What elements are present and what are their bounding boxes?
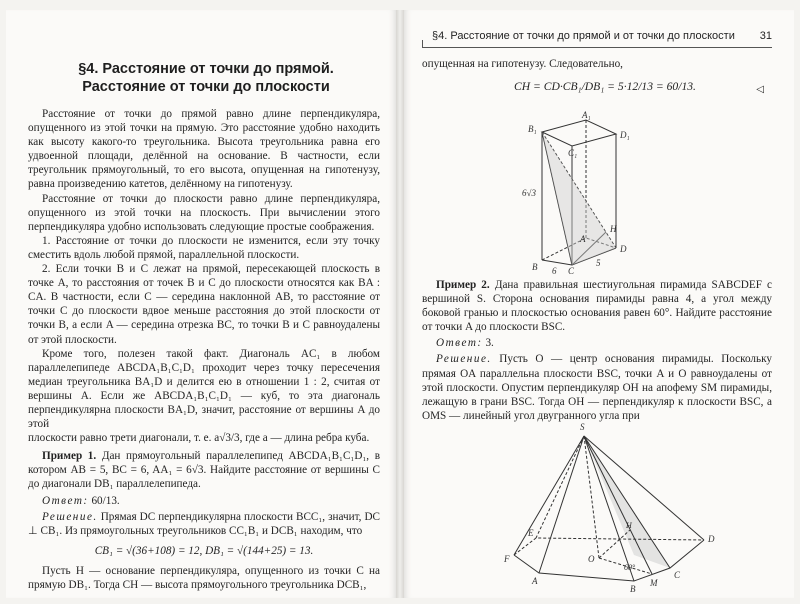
header-rule-tick [422,40,423,48]
label-h2: H [626,521,632,530]
edge-se [536,436,584,538]
right-page [404,10,794,598]
left-page [6,10,396,598]
edge-sc [584,436,670,568]
edge-sa [539,436,584,573]
left-body [28,107,380,592]
label-s: S [580,422,585,432]
section-title-line1: §4. Расстояние от точки до прямой. [78,61,334,77]
answer-1 [28,494,380,508]
running-header-title: §4. Расстояние от точки до прямой и от точки до плоскости [432,30,735,42]
label-o: O [588,554,595,564]
label-c2: C [674,570,681,580]
height-so [584,436,599,558]
label-5: 5 [596,258,601,268]
label-c1: C₁ [568,148,578,158]
answer-2-value: 3. [485,337,494,350]
segment-oh [599,530,630,558]
example-2 [422,278,772,334]
equation-cb1-db1: CB₁ = √(36+108) = 12, DB₁ = √(144+25) = 13. [94,544,314,557]
parallelepiped-figure [524,110,664,275]
hexagonal-pyramid-figure [494,420,769,595]
paragraph-rule-2: 2. Если точки B и C лежат на прямой, пересекающей плоскость в точке A, то расстояния от точек B и C до плоскости относятся как BA : CA. В частности, если C — середина наклонной AB, то расстояние от точки C до плоскости вдвое меньше расстояния до этой плоскости от точки B, а если A — середина отрезка BC, то точки B и C равноудалены от этой плоскости. [28,263,380,346]
label-h: H [610,224,617,234]
page-number: 31 [759,30,772,42]
end-of-solution-icon: ◁ [756,84,764,95]
label-d: D [620,244,627,254]
base-back-edges [514,538,704,555]
edge-sf [514,436,584,555]
label-b: B [532,262,538,272]
right-continuation: опущенная на гипотенузу. Следовательно, [422,58,623,70]
label-6: 6 [552,266,557,276]
paragraph-rule-1: 1. Расстояние от точки до плоскости не изменится, если эту точку сместить вдоль любой прямой, параллельной плоскости. [28,234,380,261]
solution-1 [28,510,380,538]
section-title-line2: Расстояние от точки до плоскости [82,79,330,95]
running-header [422,28,772,46]
label-f: F [504,554,510,564]
answer-1-value: 60/13. [91,494,120,507]
paragraph-point-line-distance: Расстояние от точки до прямой равно длине перпендикуляра, опущенного из этой точки на прямую. Это расстояние удобно находить как высоту какого-то треугольника. Высота треугольника равна его удвоенной площади, делённой на основание. В частности, если треугольник прямоугольный, то его высота, опущенная на гипотенузу, равна произведению катетов, делённому на гипотенузу. [28,108,380,191]
equation-ch: CH = CD·CB₁/DB₁ = 5·12/13 = 60/13. [514,80,696,93]
example-2-text: Дана правильная шестиугольная пирамида SABCDEF с вершиной S. Сторона основания пирамиды равна 4, а угол между боковой гранью и плоскостью основания равен 60°. Найдите расстояние от точки A до плоскости BSC. [422,279,772,334]
paragraph-diagonal-fact-end: плоскости равно трети диагонали, т. е. a√3/3, где a — длина ребра куба. [28,432,370,445]
label-c: C [568,266,575,276]
example-2-label: Пример 2. [436,279,490,291]
header-rule [422,47,772,48]
right-body [422,278,772,423]
example-1-label: Пример 1. [42,450,97,463]
solution-1-text: Прямая DC перпендикулярна плоскости BCC₁, значит, DC ⊥ CB₁. Из прямоугольных треугольников CC₁B₁ и DCB₁ находим, что [28,510,380,537]
solution-2-text: Пусть O — центр основания пирамиды. Поскольку прямая OA параллельна плоскости BSC, точки A и O равноудалены от этой плоскости. Опустим перпендикуляр OH на апофему SM пирамиды, лежащую в грани BSC. Тогда OH — перпендикуляр к плоскости BSC, а OMS — линейный угол двугранного угла при [422,353,772,422]
label-m: M [650,578,658,588]
label-d1: D₁ [620,130,630,140]
solution-1-label: Решение. [42,510,98,523]
label-b1: B₁ [528,124,537,134]
solution-2-label: Решение. [436,353,492,366]
section-title [36,60,376,96]
book-spine [396,10,404,598]
example-1 [28,449,380,491]
label-height: 6√3 [522,188,536,198]
label-a1: A₁ [582,110,591,120]
label-angle: 60° [624,563,636,572]
paragraph-diagonal-fact: Кроме того, полезен такой факт. Диагональ AC₁ в любом параллелепипеде ABCDA₁B₁C₁D₁ проходит через точку пересечения медиан треугольника BA₁D и делится ею в отношении 1 : 2, считая от вершины A. Если же ABCDA₁B₁C₁D₁ — куб, то эта диагональ перпендикулярна плоскости BA₁D, значит, расстояние от вершины A до этой [28,347,380,431]
triangle-dcb1-shade [542,132,616,265]
answer-2-label: Ответ: [436,337,483,350]
paragraph-point-plane-distance: Расстояние от точки до плоскости равно длине перпендикуляра, опущенного из этой точки на плоскость. При вычислении этого перпендикуляра удобно использовать следующие простые соображения. [28,192,380,233]
label-d2: D [708,534,715,544]
example-1-text: Дан прямоугольный параллелепипед ABCDA₁B₁C₁D₁, в котором AB = 5, BC = 6, AA₁ = 6√3. Найдите расстояние от вершины C до диагонали DB₁ параллелепипеда. [28,450,380,491]
label-a: A [580,234,586,244]
paragraph-foot-h: Пусть H — основание перпендикуляра, опущенного из точки C на прямую DB₁. Тогда CH — высота прямоугольного треугольника DCB₁, [28,564,380,591]
solution-2 [422,352,772,422]
label-b2: B [630,584,636,594]
label-e: E [528,528,534,538]
label-a2: A [532,576,538,586]
top-face [542,120,616,146]
answer-1-label: Ответ: [42,494,89,507]
answer-2 [422,336,772,350]
